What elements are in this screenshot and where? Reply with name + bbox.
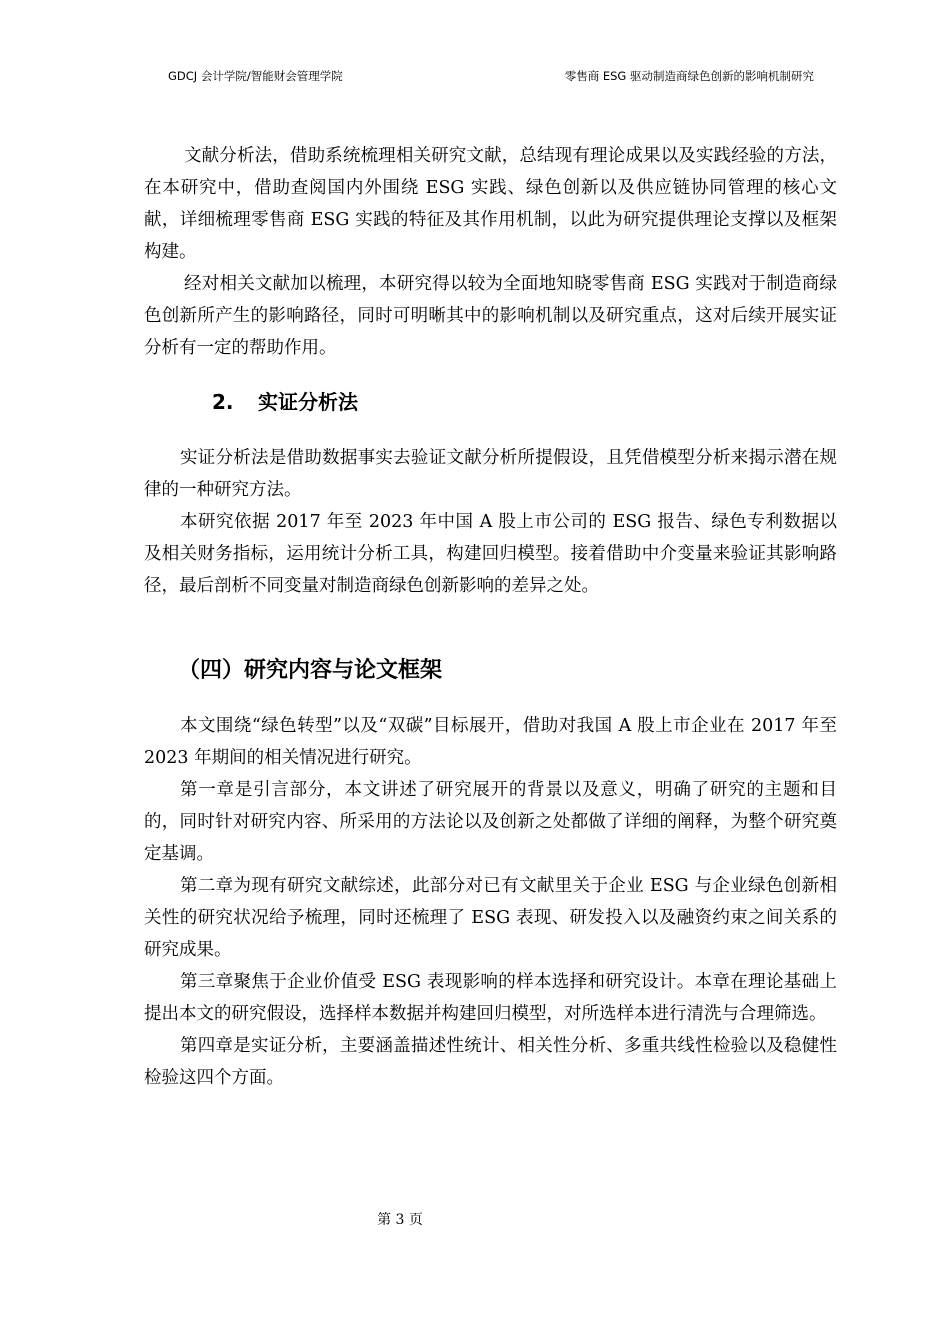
subheading-empirical-method: [144, 386, 837, 418]
paragraph-chapter-three: 第三章聚焦于企业价值受 ESG 表现影响的样本选择和研究设计。本章在理论基础上提出本文的研究假设，选择样本数据并构建回归模型，对所选样本进行清洗与合理筛选。: [144, 972, 837, 1024]
subheading-text: 实证分析法: [258, 390, 358, 414]
paragraph-research-scope: 本文围绕“绿色转型”以及“双碳”目标展开，借助对我国 A 股上市企业在 2017 年至 2023 年期间的相关情况进行研究。: [144, 716, 837, 768]
paragraph-chapter-four: 第四章是实证分析，主要涵盖描述性统计、相关性分析、多重共线性检验以及稳健性检验这四个方面。: [144, 1036, 837, 1088]
section-heading-content-framework: （四）研究内容与论文框架: [178, 658, 443, 683]
header-institution: GDCJ 会计学院/智能财会管理学院: [168, 69, 343, 83]
paragraph-chapter-two: 第二章为现有研究文献综述，此部分对已有文献里关于企业 ESG 与企业绿色创新相关性的研究状况给予梳理，同时还梳理了 ESG 表现、研发投入以及融资约束之间关系的研究成果。: [144, 876, 837, 960]
page-number: 第 3 页: [377, 1212, 423, 1228]
paragraph-empirical-definition: 实证分析法是借助数据事实去验证文献分析所提假设，且凭借模型分析来揭示潜在规律的一种研究方法。: [144, 448, 837, 500]
paragraph-literature-summary: 经对相关文献加以梳理，本研究得以较为全面地知晓零售商 ESG 实践对于制造商绿色创新所产生的影响路径，同时可明晰其中的影响机制以及研究重点，这对后续开展实证分析有一定的帮助作用。: [144, 274, 837, 358]
header-paper-title: 零售商 ESG 驱动制造商绿色创新的影响机制研究: [564, 69, 814, 83]
paragraph-empirical-data: 本研究依据 2017 年至 2023 年中国 A 股上市公司的 ESG 报告、绿色专利数据以及相关财务指标，运用统计分析工具，构建回归模型。接着借助中介变量来验证其影响路径，最后剖析不同变量对制造商绿色创新影响的差异之处。: [144, 512, 837, 596]
page-header: [168, 66, 814, 86]
page-body: [144, 140, 837, 1094]
paragraph-chapter-one: 第一章是引言部分，本文讲述了研究展开的背景以及意义，明确了研究的主题和目的，同时针对研究内容、所采用的方法论以及创新之处都做了详细的阐释，为整个研究奠定基调。: [144, 780, 837, 864]
subheading-number: 2.: [212, 390, 234, 414]
paragraph-literature-method: 文献分析法，借助系统梳理相关研究文献，总结现有理论成果以及实践经验的方法，在本研究中，借助查阅国内外围绕 ESG 实践、绿色创新以及供应链协同管理的核心文献，详细梳理零售商 ESG 实践的特征及其作用机制，以此为研究提供理论支撑以及框架构建。: [144, 146, 837, 262]
